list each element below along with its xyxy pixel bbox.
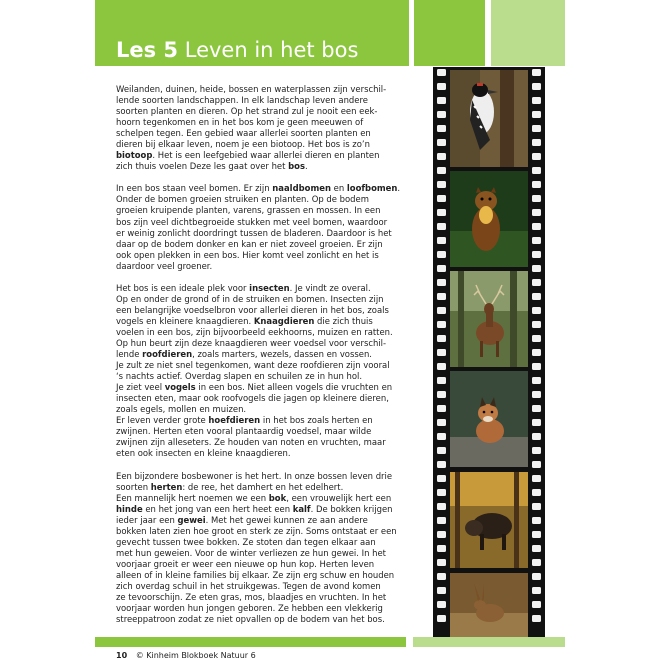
film-hole bbox=[437, 559, 446, 566]
film-hole bbox=[437, 307, 446, 314]
film-hole bbox=[532, 531, 541, 538]
film-hole bbox=[437, 461, 446, 468]
film-hole bbox=[437, 167, 446, 174]
film-hole bbox=[532, 293, 541, 300]
text-run: die zich thuis voelen in een bos, zijn bijvoorbeeld eekhoorns, muizen en ratten. Op hun beurt zijn deze knaagdieren weer voedsel voor verschil- lende bbox=[116, 315, 393, 360]
film-hole bbox=[532, 447, 541, 454]
marten-photo bbox=[450, 171, 528, 267]
film-hole bbox=[437, 545, 446, 552]
film-hole bbox=[437, 517, 446, 524]
film-hole bbox=[437, 447, 446, 454]
text-run: , zoals marters, wezels, dassen en vossen. Je zult ze niet snel tegenkomen, want deze roofdieren zijn vooral ‘s nachts actief. Overdag slapen en schuilen ze in hun hol. Je ziet veel bbox=[116, 349, 390, 393]
film-hole bbox=[532, 489, 541, 496]
film-hole bbox=[532, 601, 541, 608]
film-hole bbox=[437, 125, 446, 132]
woodpecker-photo bbox=[450, 70, 528, 167]
text-run: . De bokken krijgen ieder jaar een bbox=[116, 503, 393, 525]
film-hole bbox=[437, 321, 446, 328]
film-hole bbox=[532, 377, 541, 384]
film-hole bbox=[437, 615, 446, 622]
paragraph bbox=[116, 471, 423, 626]
film-hole bbox=[437, 97, 446, 104]
keyword: vogels bbox=[164, 382, 196, 393]
film-hole bbox=[437, 265, 446, 272]
text-run: In een bos staan veel bomen. Er zijn bbox=[116, 183, 273, 194]
film-hole bbox=[532, 559, 541, 566]
film-hole bbox=[437, 489, 446, 496]
film-hole bbox=[532, 223, 541, 230]
header-accent-block bbox=[414, 0, 485, 66]
page-number: 10 bbox=[116, 651, 128, 660]
film-hole bbox=[437, 181, 446, 188]
film-hole bbox=[532, 461, 541, 468]
film-hole bbox=[532, 181, 541, 188]
keyword: naaldbomen bbox=[272, 183, 331, 194]
film-hole bbox=[532, 419, 541, 426]
film-hole bbox=[437, 111, 446, 118]
film-hole bbox=[437, 433, 446, 440]
film-hole bbox=[437, 419, 446, 426]
film-hole bbox=[437, 209, 446, 216]
film-perforations-left bbox=[436, 69, 447, 637]
text-run: . bbox=[304, 161, 308, 172]
film-hole bbox=[437, 195, 446, 202]
film-hole bbox=[437, 251, 446, 258]
film-hole bbox=[532, 209, 541, 216]
lesson-number: Les 5 bbox=[116, 38, 179, 62]
red-deer-photo bbox=[450, 271, 528, 367]
film-hole bbox=[437, 573, 446, 580]
film-hole bbox=[437, 349, 446, 356]
film-hole bbox=[532, 125, 541, 132]
film-hole bbox=[532, 391, 541, 398]
keyword: hoefdieren bbox=[208, 415, 261, 426]
keyword: kalf bbox=[292, 503, 311, 514]
film-hole bbox=[437, 587, 446, 594]
header-accent-block-light bbox=[491, 0, 565, 66]
keyword: herten bbox=[150, 481, 183, 492]
film-hole bbox=[437, 69, 446, 76]
keyword: gewei bbox=[177, 514, 206, 525]
film-hole bbox=[437, 475, 446, 482]
keyword: biotoop bbox=[116, 150, 153, 161]
film-strip bbox=[433, 67, 545, 639]
film-hole bbox=[532, 69, 541, 76]
keyword: insecten bbox=[249, 282, 290, 293]
paragraph bbox=[116, 283, 423, 460]
film-hole bbox=[437, 279, 446, 286]
film-hole bbox=[437, 293, 446, 300]
body-text bbox=[116, 84, 423, 636]
film-hole bbox=[532, 517, 541, 524]
film-hole bbox=[532, 111, 541, 118]
film-hole bbox=[532, 433, 541, 440]
hare-photo bbox=[450, 573, 528, 637]
keyword: Knaagdieren bbox=[253, 315, 315, 326]
film-hole bbox=[532, 405, 541, 412]
film-hole bbox=[437, 391, 446, 398]
keyword: hinde bbox=[116, 503, 143, 514]
page-title bbox=[116, 38, 358, 62]
film-hole bbox=[532, 237, 541, 244]
film-hole bbox=[532, 335, 541, 342]
text-run: . Het is een leefgebied waar allerlei dieren en planten zich thuis voelen Deze les gaat over het bbox=[116, 150, 380, 172]
text-run: en het jong van een hert heet een bbox=[142, 503, 293, 514]
film-hole bbox=[532, 307, 541, 314]
film-hole bbox=[532, 321, 541, 328]
film-hole bbox=[532, 503, 541, 510]
text-run: . Onder de bomen groeien struiken en planten. Op de bodem groeien kruipende planten, varens, grassen en mossen. In een bos zijn veel dichtbegroeide stukken met veel bomen, waardoor er weinig zonlicht doordringt tussen de bladeren. Daardoor is het daar op de bodem donker en kan er niet zoveel groeien. Er zijn ook open plekken in een bos. Hier komt veel zonlicht en het is daardoor veel groener. bbox=[116, 183, 401, 271]
footer-bar bbox=[95, 637, 406, 647]
fox-photo bbox=[450, 371, 528, 467]
film-hole bbox=[532, 615, 541, 622]
text-run: : de ree, het damhert en het edelhert. Een mannelijk hert noemen we een bbox=[116, 481, 344, 503]
film-hole bbox=[532, 349, 541, 356]
film-hole bbox=[532, 153, 541, 160]
film-hole bbox=[532, 475, 541, 482]
film-hole bbox=[532, 83, 541, 90]
text-run: . Met het gewei kunnen ze aan andere bokken laten zien hoe groot en sterk ze zijn. Soms ontstaat er een gevecht tussen twee bokken. Ze stoten dan tegen elkaar aan met hun geweien. Voor de winter verliezen ze hun gewei. In het voorjaar groeit er weer een nieuwe op hun kop. Herten leven alleen of in kleine families bij elkaar. Ze zijn erg schuw en houden zich overdag schuil in het struikgewas. Tegen de avond komen ze tevoorschijn. Ze eten gras, mos, blaadjes en vruchten. In het voorjaar worden hun jongen geboren. Ze hebben een vlekkerig streeppatroon zodat ze niet opvallen op de bodem van het bos. bbox=[116, 514, 397, 625]
film-hole bbox=[437, 503, 446, 510]
text-run: Weilanden, duinen, heide, bossen en waterplassen zijn verschil- lende soorten landschappen. In elk landschap leven andere soorten planten en dieren. Op het strand zul je nooit een eek- hoorn tegenkomen en in het bos kom je geen meeuwen of schelpen tegen. Een gebied waar allerlei soorten planten en dieren bij elkaar leven, noem je een biotoop. Het bos is zo’n bbox=[116, 84, 387, 150]
film-hole bbox=[532, 97, 541, 104]
page-footer bbox=[116, 651, 256, 660]
text-run: Het bos is een ideale plek voor bbox=[116, 282, 250, 293]
film-hole bbox=[532, 265, 541, 272]
text-run: Een bijzondere bosbewoner is het hert. In onze bossen leven drie soorten bbox=[116, 470, 393, 492]
text-run: en bbox=[330, 183, 347, 194]
film-perforations-right bbox=[531, 69, 542, 637]
film-hole bbox=[437, 405, 446, 412]
text-run: , een vrouwelijk hert een bbox=[286, 492, 392, 503]
film-hole bbox=[437, 83, 446, 90]
film-hole bbox=[532, 573, 541, 580]
film-hole bbox=[437, 139, 446, 146]
text-run: in een bos. Niet alleen vogels die vruchten en insecten eten, maar ook roofvogels die jagen op kleinere dieren, zoals egels, mollen en muizen. Er leven verder grote bbox=[116, 382, 393, 426]
paragraph bbox=[116, 183, 423, 271]
wild-boar-photo bbox=[450, 472, 528, 568]
keyword: bok bbox=[268, 492, 287, 503]
text-run: . Je vindt ze overal. Op en onder de grond of in de struiken en bomen. Insecten zijn een belangrijke voedselbron voor allerlei dieren in het bos, zoals vogels en kleinere knaagdieren. bbox=[116, 282, 389, 326]
film-hole bbox=[437, 237, 446, 244]
film-hole bbox=[532, 195, 541, 202]
copyright-credit: © Kinheim Blokboek Natuur 6 bbox=[135, 651, 256, 660]
film-hole bbox=[532, 251, 541, 258]
footer-bar-light bbox=[413, 637, 565, 647]
film-hole bbox=[532, 545, 541, 552]
film-hole bbox=[437, 223, 446, 230]
keyword: loofbomen bbox=[346, 183, 398, 194]
film-hole bbox=[437, 531, 446, 538]
film-hole bbox=[532, 139, 541, 146]
keyword: roofdieren bbox=[142, 349, 193, 360]
film-hole bbox=[437, 377, 446, 384]
film-hole bbox=[532, 587, 541, 594]
film-hole bbox=[437, 153, 446, 160]
film-hole bbox=[532, 363, 541, 370]
film-hole bbox=[437, 363, 446, 370]
paragraph bbox=[116, 84, 423, 172]
film-hole bbox=[532, 167, 541, 174]
film-hole bbox=[437, 601, 446, 608]
film-hole bbox=[532, 279, 541, 286]
lesson-title: Leven in het bos bbox=[184, 38, 359, 62]
film-hole bbox=[437, 335, 446, 342]
text-run: in het bos zoals herten en zwijnen. Herten eten vooral plantaardig voedsel, maar wilde zwijnen zijn alleseters. Ze houden van noten en vruchten, maar eten ook insecten en kleine knaagdieren. bbox=[116, 415, 386, 459]
keyword: bos bbox=[288, 161, 305, 172]
